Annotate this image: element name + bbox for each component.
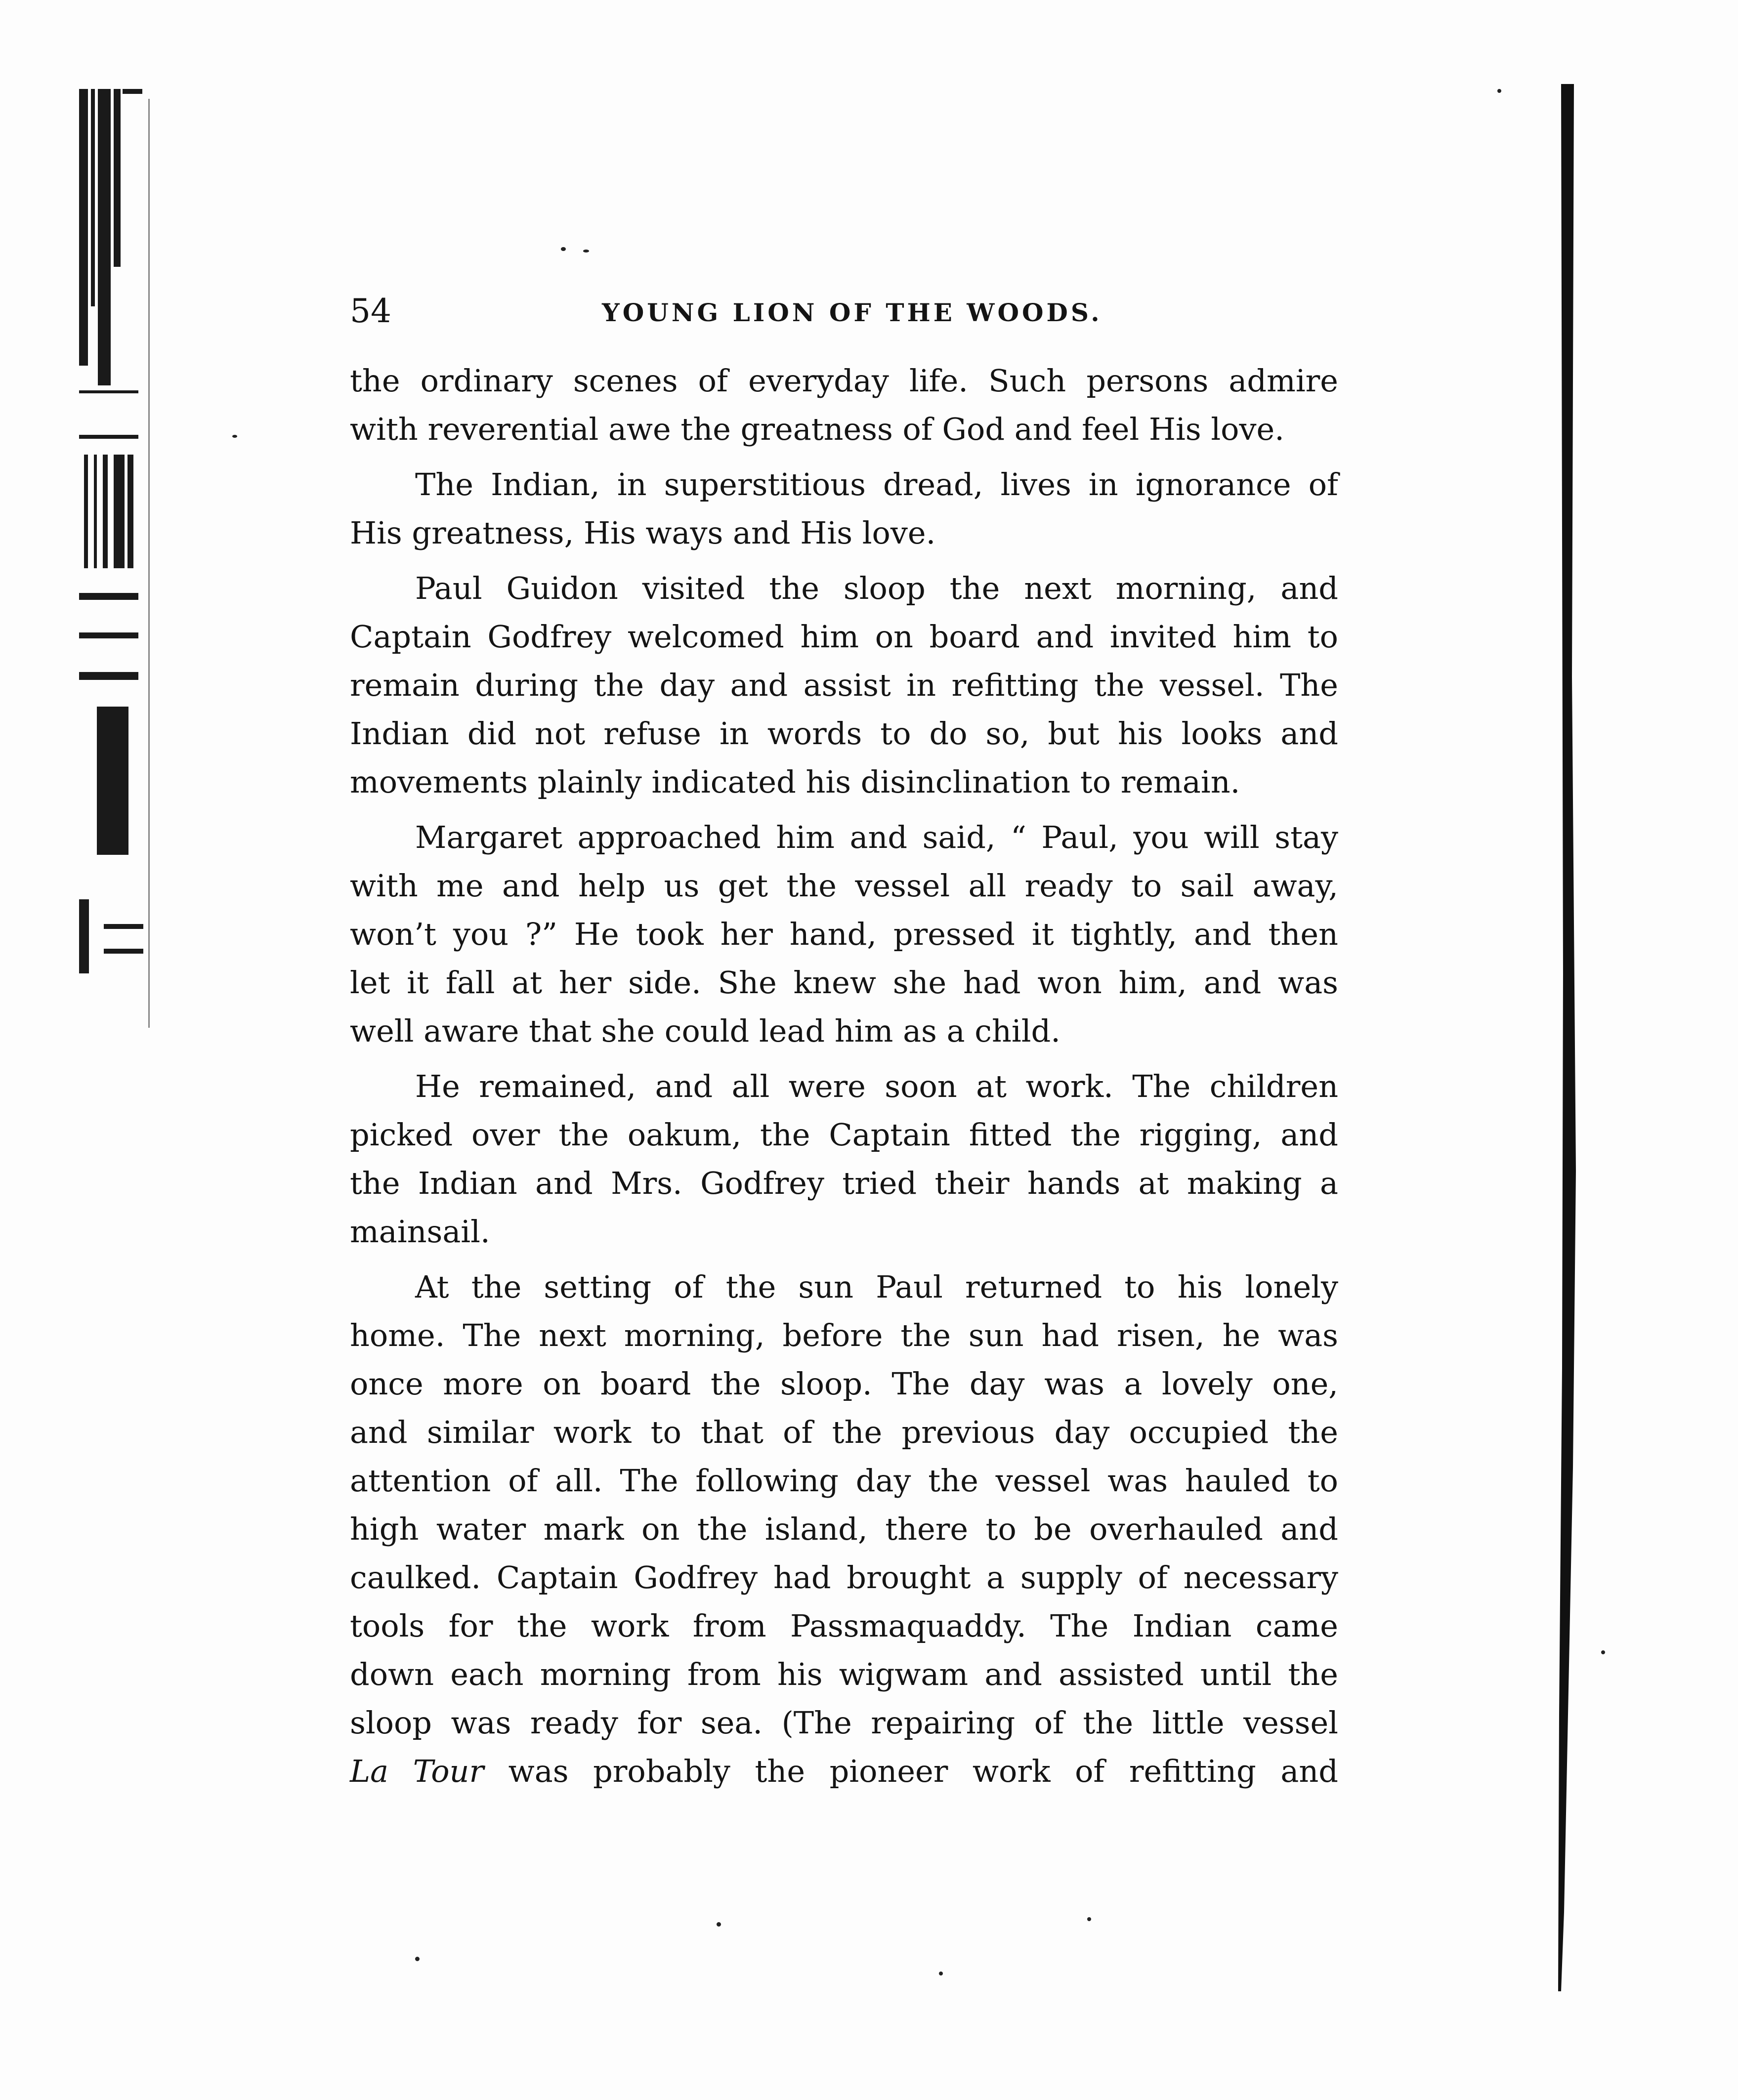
text-line: with me and help us get the vessel all ready to sail away, xyxy=(350,868,1338,904)
scan-speck xyxy=(939,1972,943,1975)
text-line: Captain Godfrey welcomed him on board and invited him to xyxy=(350,619,1338,655)
text-line: Paul Guidon visited the sloop the next morning, and xyxy=(415,570,1338,606)
text-line: home. The next morning, before the sun had risen, he was xyxy=(350,1317,1338,1353)
text-line: movements plainly indicated his disinclination to remain. xyxy=(350,764,1240,800)
text-line: the Indian and Mrs. Godfrey tried their hands at making a xyxy=(350,1165,1338,1201)
vessel-name: La Tour xyxy=(350,1753,484,1789)
text-line: high water mark on the island, there to be overhauled and xyxy=(350,1511,1338,1547)
text-line: remain during the day and assist in refitting the vessel. The xyxy=(350,667,1338,703)
paragraph xyxy=(350,564,1338,806)
text-line: won’t you ?” He took her hand, pressed it tightly, and then xyxy=(350,916,1338,952)
running-title: YOUNG LION OF THE WOODS. xyxy=(602,298,1102,327)
scan-edge-artifact-left xyxy=(74,89,158,1028)
paragraph xyxy=(350,813,1338,1055)
scan-speck xyxy=(717,1922,721,1927)
text-line: well aware that she could lead him as a child. xyxy=(350,1013,1060,1049)
body-text xyxy=(350,357,1338,1796)
text-line: tools for the work from Passmaquaddy. The Indian came xyxy=(350,1608,1338,1644)
scan-speck xyxy=(561,247,566,251)
scan-edge-artifact-right xyxy=(1554,84,1584,1991)
page-number: 54 xyxy=(350,292,391,330)
text-line: caulked. Captain Godfrey had brought a supply of necessary xyxy=(350,1559,1338,1596)
text-line-rest: was probably the pioneer work of refitting and xyxy=(484,1753,1338,1789)
text-line: with reverential awe the greatness of God and feel His love. xyxy=(350,411,1284,447)
text-line: The Indian, in superstitious dread, lives in ignorance of xyxy=(415,466,1338,503)
paragraph xyxy=(350,1263,1338,1796)
scan-speck xyxy=(1497,89,1501,93)
text-line-final xyxy=(350,1747,1338,1796)
scan-speck xyxy=(1601,1650,1605,1654)
text-line: Margaret approached him and said, “ Paul, you will stay xyxy=(415,819,1338,855)
text-line: attention of all. The following day the vessel was hauled to xyxy=(350,1463,1338,1499)
paragraph xyxy=(350,461,1338,557)
scan-speck xyxy=(1087,1917,1091,1921)
scan-speck xyxy=(583,250,589,252)
paragraph xyxy=(350,1062,1338,1256)
text-line: He remained, and all were soon at work. The children xyxy=(415,1068,1338,1104)
text-line: His greatness, His ways and His love. xyxy=(350,515,936,551)
text-line: sloop was ready for sea. (The repairing of the little vessel xyxy=(350,1705,1338,1741)
text-line: let it fall at her side. She knew she had won him, and was xyxy=(350,965,1338,1001)
running-header xyxy=(350,289,1348,334)
text-line: Indian did not refuse in words to do so, but his looks and xyxy=(350,715,1338,752)
text-line: the ordinary scenes of everyday life. Such persons admire xyxy=(350,363,1338,399)
text-line: down each morning from his wigwam and assisted until the xyxy=(350,1656,1338,1692)
text-line: picked over the oakum, the Captain fitted the rigging, and xyxy=(350,1117,1338,1153)
text-line: mainsail. xyxy=(350,1214,490,1250)
scan-speck xyxy=(232,435,237,438)
scan-speck xyxy=(415,1957,420,1961)
paragraph xyxy=(350,357,1338,454)
text-line: At the setting of the sun Paul returned to his lonely xyxy=(415,1269,1338,1305)
text-line: and similar work to that of the previous day occupied the xyxy=(350,1414,1338,1450)
text-line: once more on board the sloop. The day was a lovely one, xyxy=(350,1366,1338,1402)
